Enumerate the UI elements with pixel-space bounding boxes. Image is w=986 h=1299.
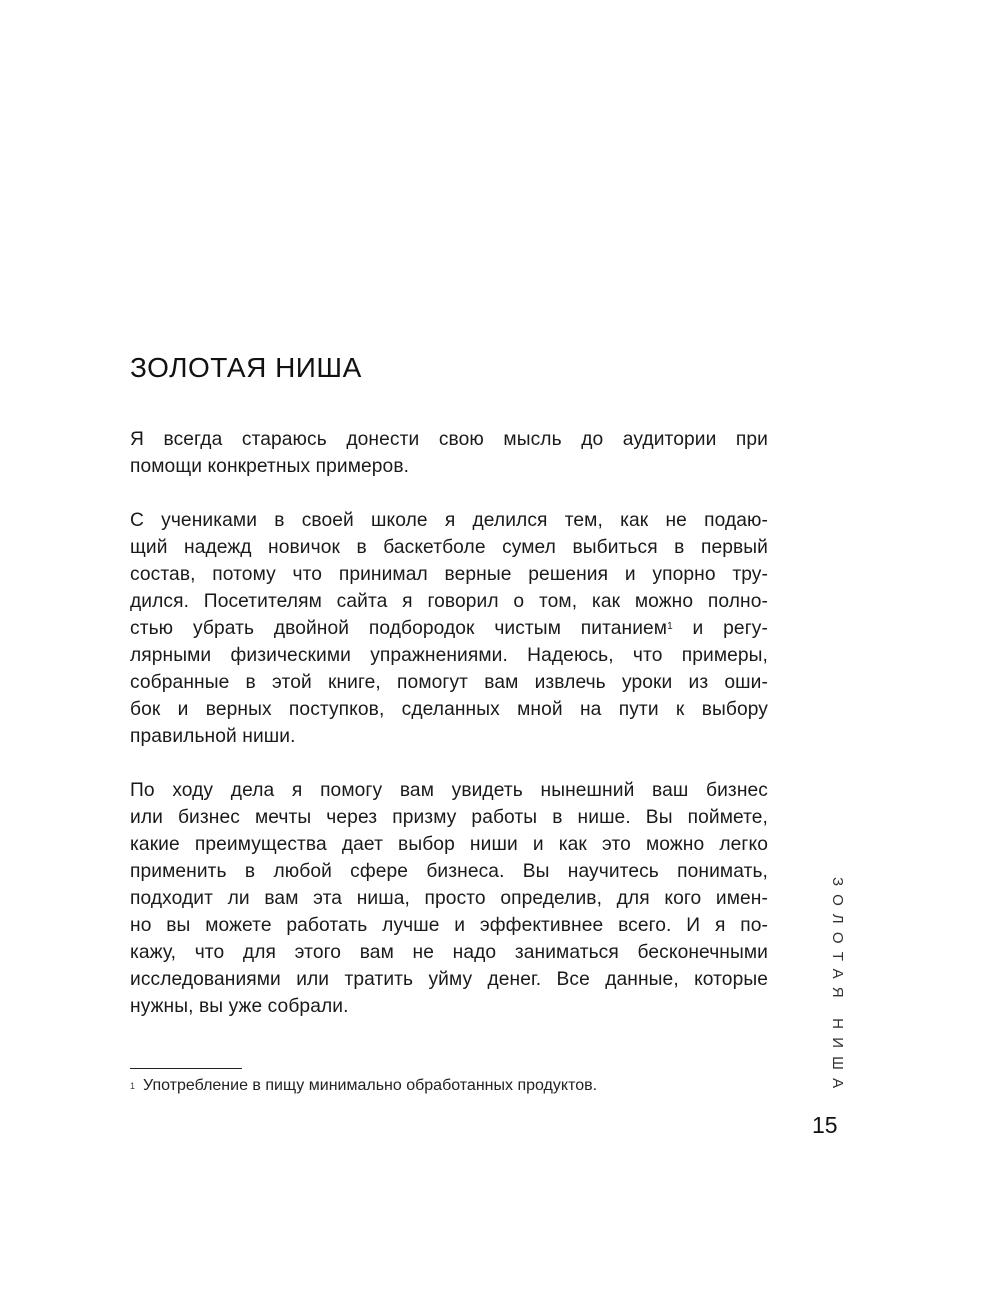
paragraph-2 <box>130 507 768 750</box>
footnote-divider <box>130 1068 242 1069</box>
text-line: исследованиями или тратить уйму денег. Все данные, которые <box>130 969 768 990</box>
text-line: подходит ли вам эта ниша, просто определив, для кого имен- <box>130 888 768 909</box>
paragraph-1 <box>130 426 768 480</box>
footnote-text: Употребление в пищу минимально обработанных продуктов. <box>143 1077 598 1094</box>
text-line: нужны, вы уже собрали. <box>130 996 349 1017</box>
text-line: собранные в этой книге, помогут вам извлечь уроки из оши- <box>130 672 768 693</box>
text-line: По ходу дела я помогу вам увидеть нынешний ваш бизнес <box>130 780 768 801</box>
text-line: бок и верных поступков, сделанных мной на пути к выбору <box>130 699 768 720</box>
chapter-title: ЗОЛОТАЯ НИША <box>130 352 362 383</box>
footnote-reference[interactable]: 1 <box>667 621 673 632</box>
text-line: Я всегда стараюсь донести свою мысль до аудитории при <box>130 429 768 450</box>
running-head: ЗОЛОТАЯ НИША <box>829 877 846 1097</box>
text-segment: стью убрать двойной подбородок чистым питанием <box>130 618 668 639</box>
body-text <box>130 426 768 1047</box>
text-segment: и регу- <box>672 618 768 639</box>
text-line: но вы можете работать лучше и эффективнее всего. И я по- <box>130 915 768 936</box>
text-line: применить в любой сфере бизнеса. Вы научитесь понимать, <box>130 861 768 882</box>
text-line: состав, потому что принимал верные решения и упорно тру- <box>130 564 768 585</box>
footnote <box>130 1074 597 1098</box>
text-line: помощи конкретных примеров. <box>130 456 410 477</box>
text-line-with-footnote <box>130 615 768 642</box>
text-line: кажу, что для этого вам не надо заниматься бесконечными <box>130 942 768 963</box>
footnote-number: 1 <box>130 1081 136 1091</box>
text-line: правильной ниши. <box>130 726 296 747</box>
text-line: С учениками в своей школе я делился тем, как не подаю- <box>130 510 768 531</box>
page-number: 15 <box>812 1112 838 1138</box>
text-line: какие преимущества дает выбор ниши и как это можно легко <box>130 834 768 855</box>
paragraph-3 <box>130 777 768 1020</box>
text-line: щий надежд новичок в баскетболе сумел выбиться в первый <box>130 537 768 558</box>
text-line: дился. Посетителям сайта я говорил о том, как можно полно- <box>130 591 768 612</box>
text-line: или бизнес мечты через призму работы в нише. Вы поймете, <box>130 807 768 828</box>
text-line: лярными физическими упражнениями. Надеюсь, что примеры, <box>130 645 768 666</box>
